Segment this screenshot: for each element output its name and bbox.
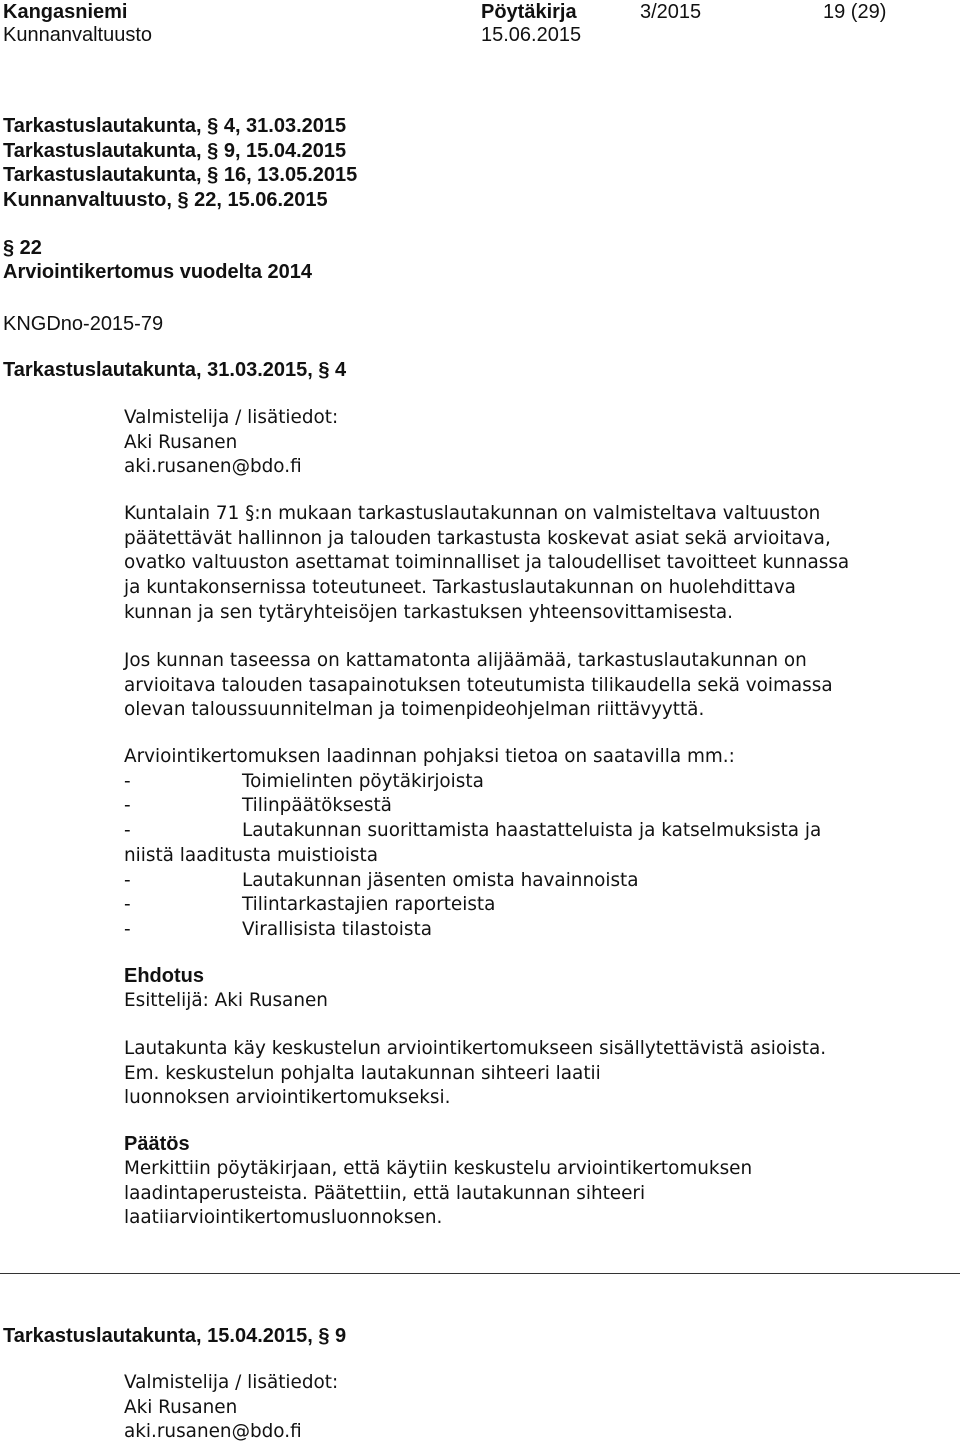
list-item-text: Virallisista tilastoista <box>242 918 432 940</box>
doc-number: 3/2015 <box>640 1 702 23</box>
history-item: Tarkastuslautakunta, § 9, 15.04.2015 <box>3 139 347 162</box>
list-dash: - <box>124 869 131 891</box>
list-item <box>124 819 821 844</box>
list-item-text: Tilintarkastajien raporteista <box>242 894 496 916</box>
text-line: laadintaperusteista. Päätettiin, että lautakunnan sihteeri <box>124 1182 646 1204</box>
org-name: Kangasniemi <box>3 1 128 23</box>
list-intro: Arviointikertomuksen laadinnan pohjaksi tietoa on saatavilla mm.: <box>124 746 735 767</box>
section-divider <box>0 1273 960 1274</box>
text-line: Lautakunta käy keskustelun arviointikertomukseen sisällytettävistä asioista. <box>124 1038 827 1059</box>
proposal-presenter: Esittelijä: Aki Rusanen <box>124 990 328 1011</box>
text-line: Kuntalain 71 §:n mukaan tarkastuslautakunnan on valmisteltava valtuuston <box>124 503 821 524</box>
text-line: Merkittiin pöytäkirjaan, että käytiin keskustelu arviointikertomuksen <box>124 1158 753 1179</box>
preparer-block <box>124 406 338 480</box>
list-dash: - <box>124 820 131 842</box>
history-item: Kunnanvaltuusto, § 22, 15.06.2015 <box>3 188 328 211</box>
list-dash: - <box>124 795 131 817</box>
list-item-text: Tilinpäätöksestä <box>242 795 392 817</box>
doc-type: Pöytäkirja <box>481 1 577 23</box>
list-dash: - <box>124 770 131 792</box>
decision-text <box>124 1157 752 1231</box>
list-item <box>124 893 821 918</box>
text-line: ovatko valtuuston asettamat toiminnalliset ja taloudelliset tavoitteet kunnassa <box>124 552 850 574</box>
preparer-email: aki.rusanen@bdo.fi <box>124 1421 302 1443</box>
history-item: Tarkastuslautakunta, § 4, 31.03.2015 <box>3 115 347 137</box>
proposal-heading: Ehdotus <box>124 965 204 987</box>
meeting-title: Tarkastuslautakunta, 15.04.2015, § 9 <box>3 1325 347 1347</box>
preparer-label: Valmistelija / lisätiedot: <box>124 1372 339 1393</box>
meeting-title: Tarkastuslautakunta, 31.03.2015, § 4 <box>3 359 347 381</box>
list-item <box>124 770 821 795</box>
list-item-continuation: niistä laaditusta muistioista <box>124 844 378 866</box>
preparer-email: aki.rusanen@bdo.fi <box>124 456 302 478</box>
proposal-text <box>124 1037 826 1111</box>
list-item <box>124 918 821 943</box>
text-line: päätettävät hallinnon ja talouden tarkastusta koskevat asiat sekä arvioitava, <box>124 527 831 549</box>
paragraph-deficit <box>124 649 833 723</box>
document-number: KNGDno-2015-79 <box>3 313 164 335</box>
paragraph-legal-basis <box>124 502 849 626</box>
text-line: Em. keskustelun pohjalta lautakunnan sihteeri laatii <box>124 1062 601 1084</box>
list-dash: - <box>124 918 131 940</box>
list-item-text: Lautakunnan jäsenten omista havainnoista <box>242 869 639 891</box>
list-item-text: Lautakunnan suorittamista haastatteluista ja katselmuksista ja <box>242 820 822 842</box>
preparer-name: Aki Rusanen <box>124 431 238 453</box>
text-line: kunnan ja sen tytäryhteisöjen tarkastuksen yhteensovittamisesta. <box>124 601 734 623</box>
list-item <box>124 794 821 819</box>
text-line: luonnoksen arviointikertomukseksi. <box>124 1087 451 1109</box>
decision-heading: Päätös <box>124 1133 190 1155</box>
preparer-label: Valmistelija / lisätiedot: <box>124 407 339 428</box>
section-number: § 22 <box>3 237 42 259</box>
list-dash: - <box>124 894 131 916</box>
body-name: Kunnanvaltuusto <box>3 24 153 46</box>
list-item-text: Toimielinten pöytäkirjoista <box>242 770 484 792</box>
section-title: Arviointikertomus vuodelta 2014 <box>3 261 312 283</box>
sources-list <box>124 745 821 943</box>
history-item: Tarkastuslautakunta, § 16, 13.05.2015 <box>3 164 358 187</box>
page-number: 19 (29) <box>823 1 887 23</box>
text-line: laatiiarviointikertomusluonnoksen. <box>124 1207 443 1229</box>
preparer-name: Aki Rusanen <box>124 1396 238 1418</box>
text-line: Jos kunnan taseessa on kattamatonta alijäämää, tarkastuslautakunnan on <box>124 650 807 671</box>
meeting-date: 15.06.2015 <box>481 24 582 46</box>
list-item <box>124 869 821 894</box>
history-list <box>3 114 357 212</box>
text-line: arvioitava talouden tasapainotuksen toteutumista tilikaudella sekä voimassa <box>124 674 833 696</box>
text-line: olevan taloussuunnitelman ja toimenpideohjelman riittävyyttä. <box>124 699 705 721</box>
text-line: ja kuntakonsernissa toteutuneet. Tarkastuslautakunnan on huolehdittava <box>124 577 796 599</box>
preparer-block <box>124 1371 338 1445</box>
